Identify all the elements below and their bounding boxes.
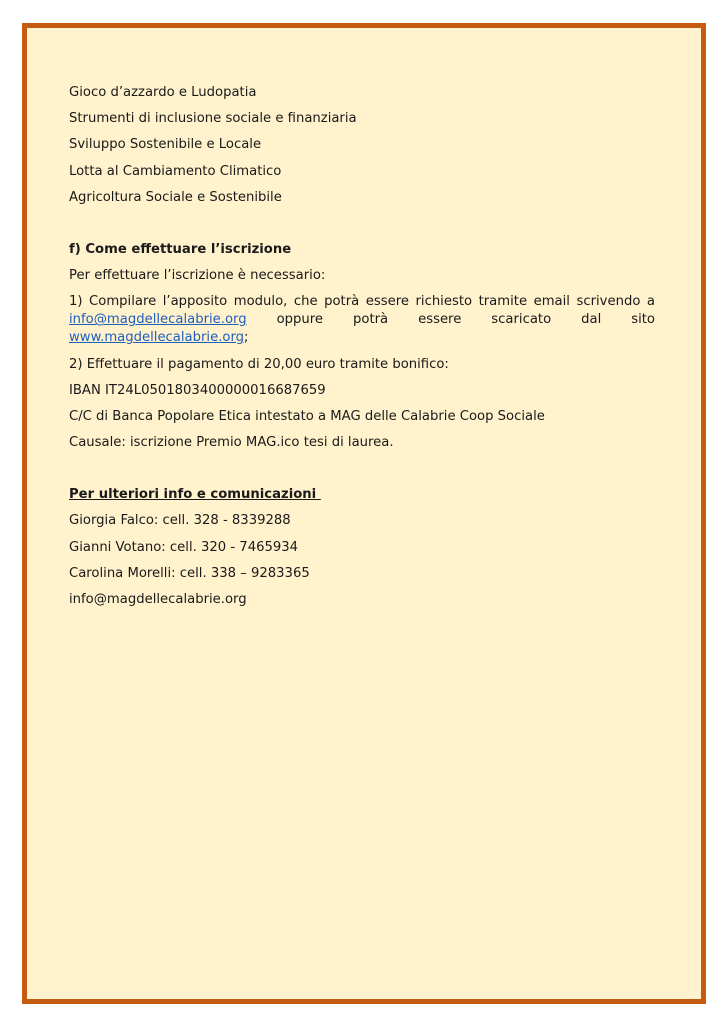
contact-item: Gianni Votano: cell. 320 - 7465934 [69, 539, 299, 555]
section-gap [69, 215, 655, 241]
topic-item: Lotta al Cambiamento Climatico [69, 163, 282, 179]
website-link[interactable]: www.magdellecalabrie.org [69, 330, 245, 346]
contact-item: Giorgia Falco: cell. 328 - 8339288 [69, 513, 291, 529]
document-body [69, 84, 655, 617]
topic-item: Sviluppo Sostenibile e Locale [69, 137, 262, 153]
step1-mid: oppure potrà essere scaricato dal sito [276, 312, 655, 328]
topic-item: Gioco d’azzardo e Ludopatia [69, 85, 257, 100]
contact-email: info@magdellecalabrie.org [69, 592, 247, 607]
iban-text: IBAN IT24L0501803400000016687659 [69, 382, 326, 398]
step1-end: ; [244, 330, 249, 346]
contact-item: Carolina Morelli: cell. 338 – 9283365 [69, 565, 310, 581]
contacts-heading: Per ulteriori info e comunicazioni [69, 487, 321, 503]
step2-text: 2) Effettuare il pagamento di 20,00 euro tramite bonifico: [69, 356, 449, 372]
account-text: C/C di Banca Popolare Etica intestato a MAG delle Calabrie Coop Sociale [69, 408, 545, 424]
step1-paragraph [69, 293, 655, 347]
step1-line2 [69, 311, 655, 329]
contacts-section [69, 486, 655, 609]
step1-text: 1) Compilare l’apposito modulo, che potrà essere richiesto tramite email scrivendo a [69, 294, 655, 310]
step1-line3 [69, 329, 655, 347]
registration-heading: f) Come effettuare l’iscrizione [69, 241, 292, 257]
topic-item: Strumenti di inclusione sociale e finanziaria [69, 111, 357, 127]
topic-item: Agricoltura Sociale e Sostenibile [69, 189, 282, 205]
registration-section [69, 241, 655, 452]
section-gap [69, 460, 655, 486]
causale-text: Causale: iscrizione Premio MAG.ico tesi di laurea. [69, 435, 394, 451]
topics-list [69, 84, 655, 207]
registration-intro: Per effettuare l’iscrizione è necessario: [69, 268, 326, 284]
email-link[interactable]: info@magdellecalabrie.org [69, 312, 247, 328]
